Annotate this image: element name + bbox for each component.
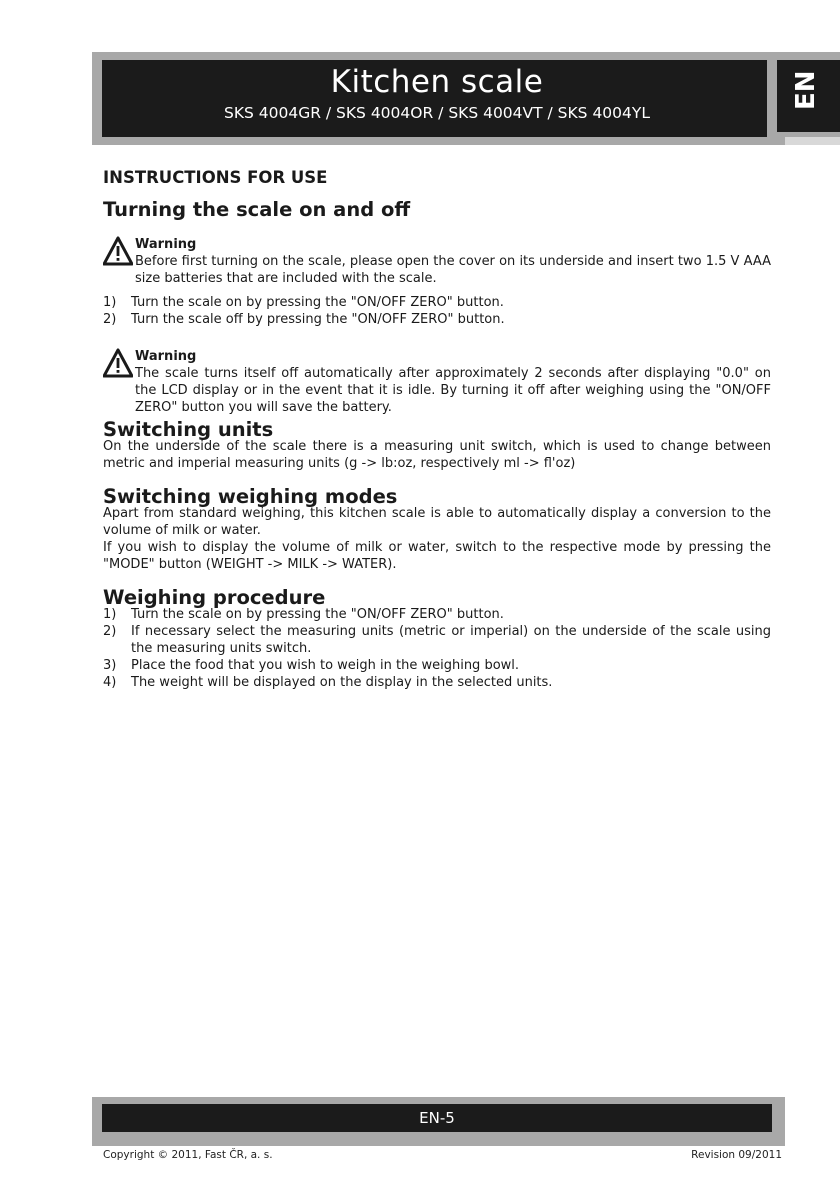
- page-number: EN-5: [102, 1104, 772, 1132]
- step-text: Turn the scale on by pressing the "ON/OFF ZERO" button.: [131, 607, 504, 622]
- warning-label: Warning: [135, 349, 197, 364]
- list-item: [103, 294, 771, 311]
- list-item: [103, 657, 771, 674]
- warning-block: [103, 236, 771, 287]
- step-number: 3): [103, 658, 117, 673]
- section-title-modes: Switching weighing modes: [103, 485, 398, 508]
- section-title-onoff: Turning the scale on and off: [103, 198, 411, 221]
- document-body: [103, 168, 771, 691]
- step-text: Turn the scale on by pressing the "ON/OFF ZERO" button.: [131, 295, 504, 310]
- step-number: 2): [103, 312, 117, 327]
- procedure-steps: [103, 606, 771, 691]
- units-text: On the underside of the scale there is a measuring unit switch, which is used to change between metric and imperial measuring units (g -> lb:oz, respectively ml -> fl'oz): [103, 439, 771, 471]
- warning-label: Warning: [135, 237, 197, 252]
- copyright: Copyright © 2011, Fast ČR, a. s.: [103, 1149, 273, 1161]
- step-text: Turn the scale off by pressing the "ON/OFF ZERO" button.: [131, 312, 505, 327]
- warning-triangle-icon: [103, 236, 133, 266]
- list-item: [103, 623, 771, 657]
- modes-text: Apart from standard weighing, this kitchen scale is able to automatically display a conversion to the volume of milk or water.: [103, 506, 771, 538]
- onoff-steps: [103, 294, 771, 328]
- warning-triangle-icon: [103, 348, 133, 378]
- step-text: The weight will be displayed on the display in the selected units.: [131, 675, 553, 690]
- step-text: If necessary select the measuring units (metric or imperial) on the underside of the scale using the measuring units switch.: [131, 624, 771, 656]
- warning-text: The scale turns itself off automatically after approximately 2 seconds after displaying "0.0" on the LCD display or in the event that it is idle. By turning it off after weighing using the "ON/OFF ZERO" button you will save the battery.: [135, 366, 771, 415]
- step-number: 1): [103, 295, 117, 310]
- modes-text: If you wish to display the volume of milk or water, switch to the respective mode by pressing the "MODE" button (WEIGHT -> MILK -> WATER).: [103, 540, 771, 572]
- model-list: SKS 4004GR / SKS 4004OR / SKS 4004VT / SKS 4004YL: [223, 104, 650, 122]
- step-text: Place the food that you wish to weigh in the weighing bowl.: [131, 658, 520, 673]
- list-item: [103, 606, 771, 623]
- instructions-heading: INSTRUCTIONS FOR USE: [103, 168, 328, 187]
- warning-text: Before first turning on the scale, please open the cover on its underside and insert two 1.5 V AAA size batteries that are included with the scale.: [135, 254, 771, 286]
- section-title-procedure: Weighing procedure: [103, 586, 326, 609]
- section-title-units: Switching units: [103, 418, 274, 441]
- revision: Revision 09/2011: [691, 1149, 782, 1161]
- step-number: 1): [103, 607, 117, 622]
- header-banner: [102, 60, 772, 137]
- language-code: EN: [791, 70, 821, 110]
- language-tab-strip: [785, 137, 840, 145]
- document-title: Kitchen scale: [330, 64, 544, 100]
- list-item: [103, 311, 771, 328]
- step-number: 2): [103, 624, 117, 639]
- warning-block: [103, 348, 771, 416]
- step-number: 4): [103, 675, 117, 690]
- list-item: [103, 674, 771, 691]
